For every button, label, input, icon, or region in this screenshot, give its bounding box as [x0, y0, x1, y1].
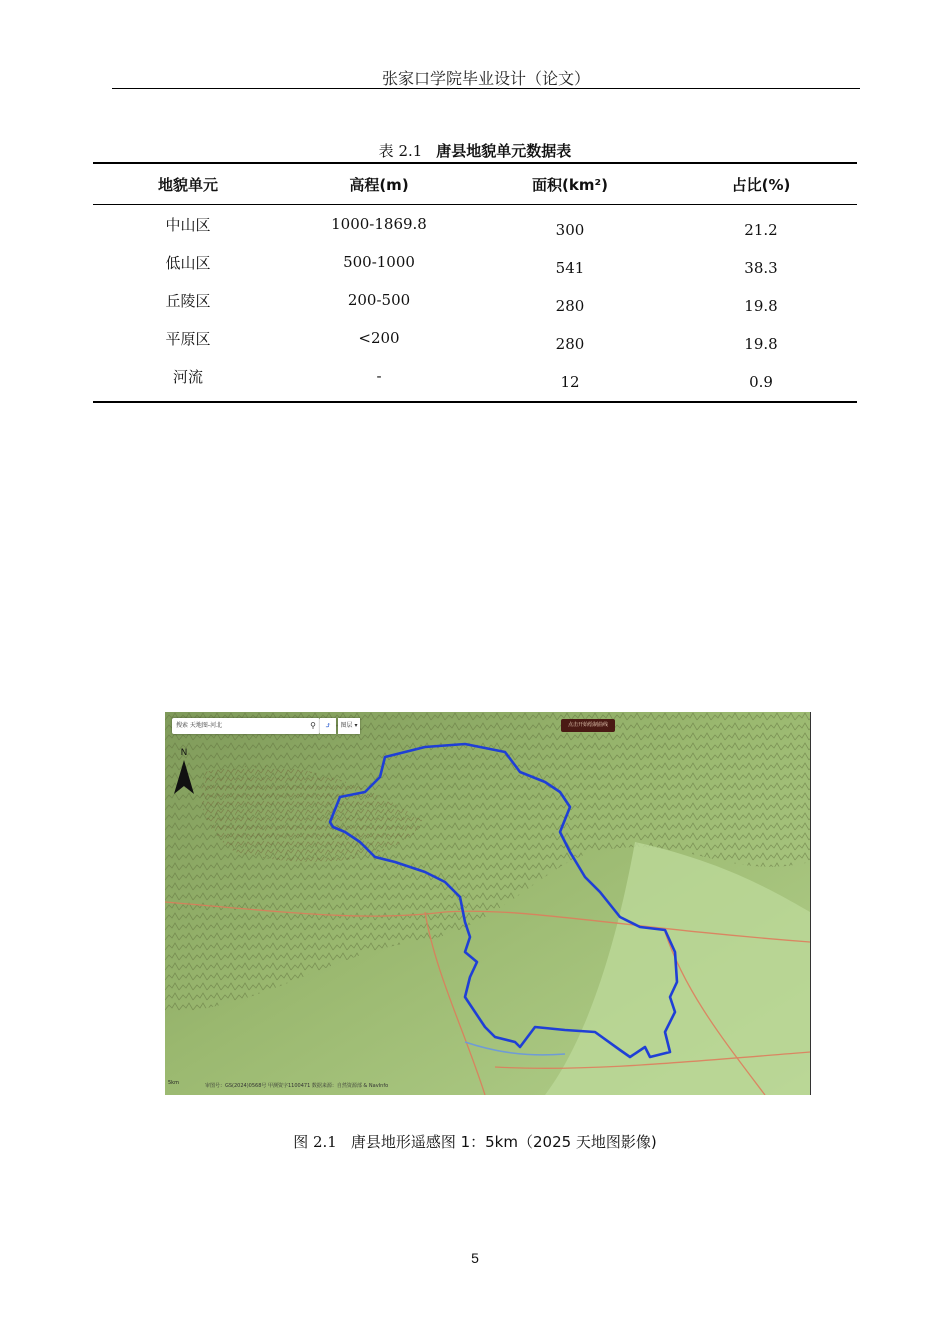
table-cell-percent: 19.8	[744, 335, 778, 353]
map-credits: 审图号：GS(2024)0568号 甲测资字1100471 数据来源：自然资源部 & NavInfo	[205, 1083, 389, 1089]
table-cell-elevation: 1000-1869.8	[331, 215, 427, 233]
table-cell-landform: 丘陵区	[165, 291, 211, 310]
table-cell-elevation: 500-1000	[343, 253, 415, 271]
table-cell-area: 541	[555, 259, 585, 277]
table-row	[93, 323, 857, 361]
table-cell-area: 280	[555, 297, 585, 315]
table-header-cell: 占比(%)	[731, 175, 791, 194]
table-row	[93, 209, 857, 247]
table-bottom-rule	[93, 401, 857, 403]
table-cell-percent: 21.2	[744, 221, 778, 239]
table-cell-elevation: 200-500	[347, 291, 411, 309]
route-icon[interactable]: ⤴	[320, 718, 336, 734]
figure-caption	[93, 1131, 857, 1152]
table-header-cell: 高程(m)	[349, 175, 409, 194]
table-row	[93, 285, 857, 323]
table-cell-area: 300	[555, 221, 585, 239]
north-label: N	[180, 748, 188, 758]
table-header-cell: 面积(km²)	[532, 175, 608, 194]
table-header-row	[93, 164, 857, 204]
table-cell-area: 280	[555, 335, 585, 353]
table-row	[93, 361, 857, 399]
table-cell-landform: 平原区	[165, 329, 211, 348]
map-scale-bar: 5km	[168, 1080, 179, 1086]
page-number: 5	[471, 1250, 479, 1266]
layer-button[interactable]: 图层 ▾	[338, 718, 360, 734]
terrain-map-figure	[165, 712, 811, 1095]
table-cell-landform: 河流	[172, 367, 203, 386]
terrain-map-image	[165, 712, 810, 1095]
figure-caption-number: 图 2.1	[293, 1133, 337, 1151]
table-body	[93, 205, 857, 401]
table-cell-area: 12	[560, 373, 580, 391]
table-cell-landform: 低山区	[165, 253, 211, 272]
table-caption	[93, 140, 857, 161]
table-row	[93, 247, 857, 285]
table-cell-elevation: <200	[358, 329, 400, 347]
draw-line-tool-button[interactable]: 点击开始绘制曲线	[561, 719, 615, 732]
table-cell-percent: 38.3	[744, 259, 778, 277]
running-header: 张家口学院毕业设计（论文）	[381, 69, 590, 88]
table-cell-elevation: -	[376, 367, 382, 385]
search-icon[interactable]: ⚲	[310, 721, 316, 730]
table-header-cell: 地貌单元	[157, 175, 218, 194]
table-cell-percent: 19.8	[744, 297, 778, 315]
north-arrow-shape	[174, 760, 194, 794]
north-arrow-icon	[172, 746, 196, 796]
landform-table	[93, 162, 857, 403]
table-caption-number: 表 2.1	[378, 142, 423, 160]
figure-caption-text: 唐县地形遥感图 1：5km（2025 天地图影像)	[350, 1133, 657, 1151]
table-cell-landform: 中山区	[165, 215, 211, 234]
table-caption-text: 唐县地貌单元数据表	[436, 142, 572, 160]
table-cell-percent: 0.9	[749, 373, 773, 391]
header-rule	[112, 88, 860, 89]
map-search-input[interactable]	[172, 718, 320, 734]
map-search-text: 搜索 天地图-河北	[176, 722, 223, 729]
